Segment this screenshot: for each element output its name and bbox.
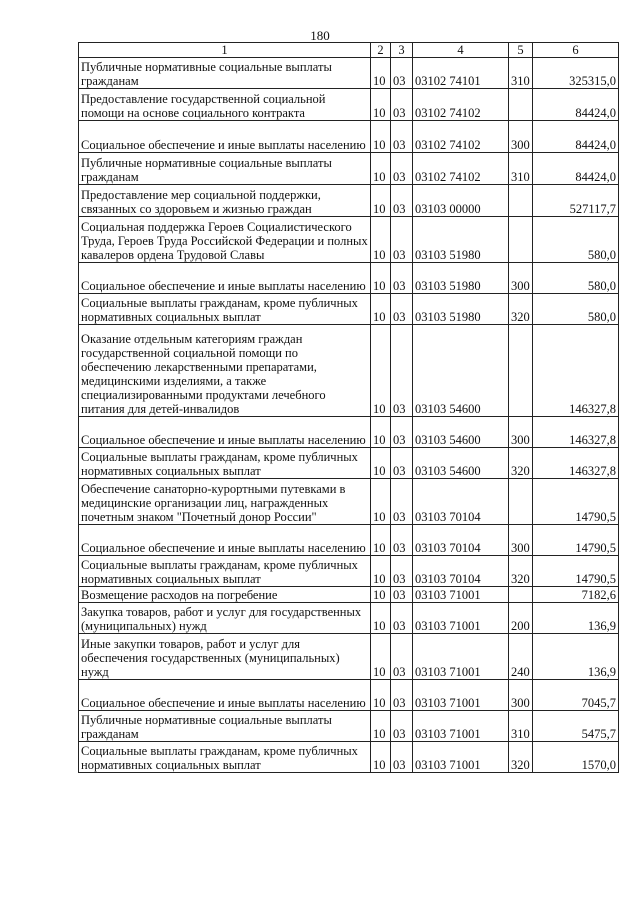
row-expense-type: 320 [509,294,533,325]
row-section: 10 [371,263,391,294]
row-subsection: 03 [391,603,413,634]
row-name: Социальное обеспечение и иные выплаты населению [79,121,371,153]
row-target-article: 03102 74102 [413,153,509,185]
row-amount: 580,0 [533,217,619,263]
row-expense-type: 310 [509,58,533,89]
row-expense-type: 300 [509,680,533,711]
row-amount: 7182,6 [533,587,619,603]
row-expense-type: 300 [509,263,533,294]
column-header-expense-type: 5 [509,43,533,58]
row-subsection: 03 [391,587,413,603]
row-expense-type [509,217,533,263]
row-expense-type [509,325,533,417]
row-amount: 5475,7 [533,711,619,742]
row-section: 10 [371,556,391,587]
row-name: Социальная поддержка Героев Социалистического Труда, Героев Труда Российской Федерации и полных кавалеров ордена Трудовой Славы [79,217,371,263]
table-row [79,556,619,587]
table-row [79,121,619,153]
column-header-name: 1 [79,43,371,58]
row-name: Социальные выплаты гражданам, кроме публичных нормативных социальных выплат [79,448,371,479]
row-section: 10 [371,742,391,773]
row-expense-type [509,89,533,121]
row-expense-type: 300 [509,525,533,556]
row-subsection: 03 [391,680,413,711]
row-expense-type: 310 [509,711,533,742]
row-target-article: 03103 54600 [413,448,509,479]
row-subsection: 03 [391,185,413,217]
row-subsection: 03 [391,634,413,680]
row-subsection: 03 [391,89,413,121]
row-amount: 14790,5 [533,525,619,556]
column-header-section: 2 [371,43,391,58]
row-amount: 84424,0 [533,121,619,153]
row-section: 10 [371,121,391,153]
row-expense-type: 310 [509,153,533,185]
row-subsection: 03 [391,525,413,556]
row-expense-type: 300 [509,417,533,448]
table-row [79,417,619,448]
table-row [79,153,619,185]
row-section: 10 [371,587,391,603]
column-header-amount: 6 [533,43,619,58]
row-section: 10 [371,185,391,217]
row-target-article: 03103 51980 [413,294,509,325]
row-name: Социальное обеспечение и иные выплаты населению [79,417,371,448]
row-section: 10 [371,417,391,448]
row-section: 10 [371,153,391,185]
row-name: Предоставление государственной социальной помощи на основе социального контракта [79,89,371,121]
row-target-article: 03102 74102 [413,121,509,153]
row-name: Предоставление мер социальной поддержки, связанных со здоровьем и жизнью граждан [79,185,371,217]
row-subsection: 03 [391,742,413,773]
row-amount: 14790,5 [533,556,619,587]
row-amount: 146327,8 [533,325,619,417]
row-section: 10 [371,448,391,479]
row-section: 10 [371,634,391,680]
row-name: Социальное обеспечение и иные выплаты населению [79,525,371,556]
row-subsection: 03 [391,448,413,479]
table-row [79,680,619,711]
row-section: 10 [371,680,391,711]
row-target-article: 03103 54600 [413,325,509,417]
row-expense-type: 300 [509,121,533,153]
row-expense-type: 320 [509,556,533,587]
row-section: 10 [371,217,391,263]
row-section: 10 [371,479,391,525]
row-amount: 146327,8 [533,448,619,479]
row-target-article: 03102 74101 [413,58,509,89]
row-subsection: 03 [391,121,413,153]
row-name: Иные закупки товаров, работ и услуг для обеспечения государственных (муниципальных) нужд [79,634,371,680]
row-amount: 7045,7 [533,680,619,711]
row-section: 10 [371,325,391,417]
page-number: 180 [310,28,330,43]
row-amount: 580,0 [533,263,619,294]
row-name: Публичные нормативные социальные выплаты гражданам [79,58,371,89]
row-section: 10 [371,525,391,556]
table-row [79,525,619,556]
row-section: 10 [371,58,391,89]
row-name: Закупка товаров, работ и услуг для государственных (муниципальных) нужд [79,603,371,634]
row-target-article: 03103 54600 [413,417,509,448]
row-expense-type: 320 [509,448,533,479]
row-name: Социальные выплаты гражданам, кроме публичных нормативных социальных выплат [79,742,371,773]
table-header-row [79,43,619,58]
row-subsection: 03 [391,263,413,294]
row-target-article: 03103 51980 [413,263,509,294]
row-target-article: 03103 70104 [413,479,509,525]
row-expense-type [509,185,533,217]
table-row [79,634,619,680]
row-subsection: 03 [391,325,413,417]
row-expense-type [509,587,533,603]
table-row [79,217,619,263]
row-target-article: 03103 71001 [413,742,509,773]
row-name: Обеспечение санаторно-курортными путевками в медицинские организации лиц, награжденных почетным знаком "Почетный донор России" [79,479,371,525]
table-row [79,263,619,294]
table-row [79,89,619,121]
row-name: Социальное обеспечение и иные выплаты населению [79,680,371,711]
row-target-article: 03103 70104 [413,525,509,556]
row-name: Социальные выплаты гражданам, кроме публичных нормативных социальных выплат [79,294,371,325]
row-target-article: 03102 74102 [413,89,509,121]
row-name: Оказание отдельным категориям граждан государственной социальной помощи по обеспечению лекарственными препаратами, медицинскими изделиями, а также специализированными продуктами лечебного питания для детей-инвалидов [79,325,371,417]
table-row [79,185,619,217]
row-amount: 1570,0 [533,742,619,773]
table-row [79,479,619,525]
row-amount: 136,9 [533,634,619,680]
table-row [79,711,619,742]
column-header-target-article: 4 [413,43,509,58]
table-row [79,294,619,325]
row-name: Публичные нормативные социальные выплаты гражданам [79,153,371,185]
table-row [79,603,619,634]
row-amount: 14790,5 [533,479,619,525]
row-subsection: 03 [391,217,413,263]
row-amount: 146327,8 [533,417,619,448]
row-amount: 580,0 [533,294,619,325]
row-amount: 84424,0 [533,89,619,121]
row-expense-type: 200 [509,603,533,634]
row-subsection: 03 [391,556,413,587]
row-target-article: 03103 51980 [413,217,509,263]
row-expense-type [509,479,533,525]
budget-table [78,42,619,773]
row-target-article: 03103 00000 [413,185,509,217]
row-section: 10 [371,294,391,325]
row-name: Возмещение расходов на погребение [79,587,371,603]
row-name: Социальные выплаты гражданам, кроме публичных нормативных социальных выплат [79,556,371,587]
row-target-article: 03103 71001 [413,634,509,680]
row-subsection: 03 [391,711,413,742]
row-name: Социальное обеспечение и иные выплаты населению [79,263,371,294]
row-amount: 527117,7 [533,185,619,217]
row-amount: 136,9 [533,603,619,634]
row-name: Публичные нормативные социальные выплаты гражданам [79,711,371,742]
row-section: 10 [371,603,391,634]
row-expense-type: 240 [509,634,533,680]
column-header-subsection: 3 [391,43,413,58]
row-subsection: 03 [391,153,413,185]
row-expense-type: 320 [509,742,533,773]
row-target-article: 03103 71001 [413,680,509,711]
row-subsection: 03 [391,58,413,89]
row-subsection: 03 [391,294,413,325]
table-row [79,325,619,417]
row-subsection: 03 [391,417,413,448]
table-row [79,742,619,773]
row-amount: 325315,0 [533,58,619,89]
row-section: 10 [371,711,391,742]
table-row [79,58,619,89]
row-target-article: 03103 70104 [413,556,509,587]
table-row [79,448,619,479]
row-target-article: 03103 71001 [413,587,509,603]
table-row [79,587,619,603]
row-section: 10 [371,89,391,121]
row-target-article: 03103 71001 [413,711,509,742]
row-amount: 84424,0 [533,153,619,185]
row-subsection: 03 [391,479,413,525]
row-target-article: 03103 71001 [413,603,509,634]
